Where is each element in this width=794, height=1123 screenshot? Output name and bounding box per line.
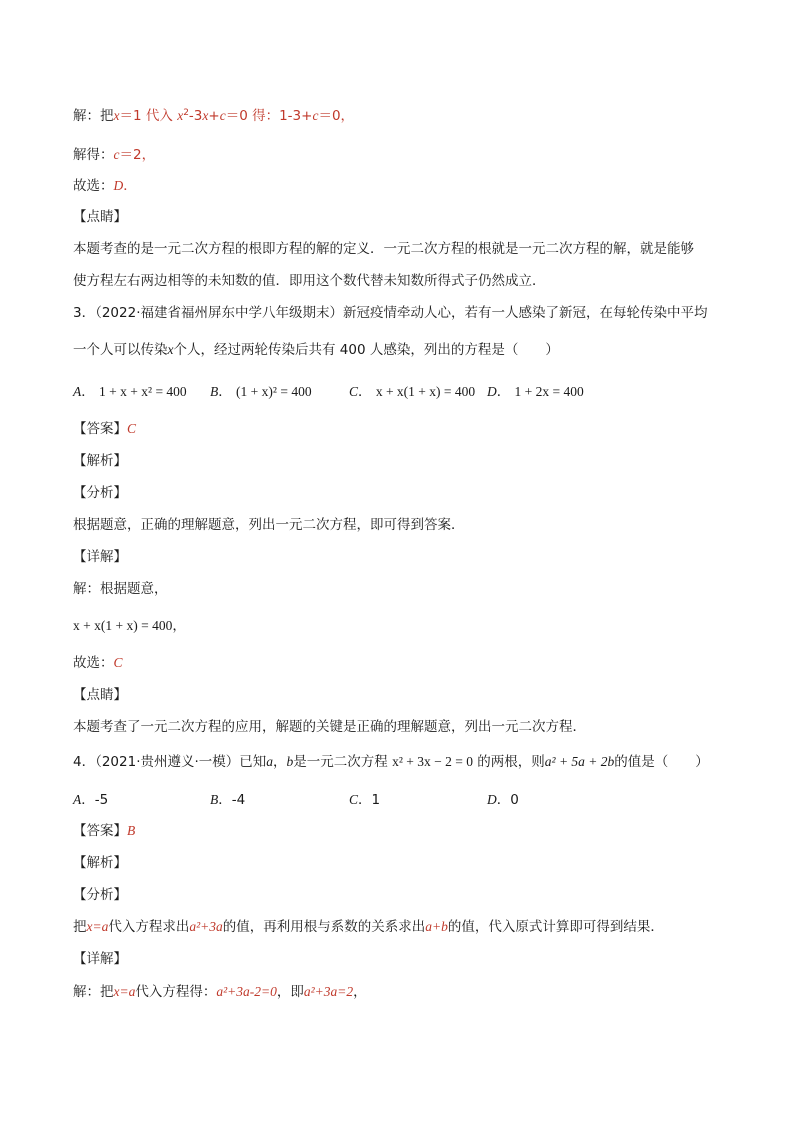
text: 代入方程得： — [135, 984, 217, 1000]
text: ． — [218, 792, 232, 808]
q4-option-d — [487, 791, 519, 809]
q2-comment-1: 本题考查的是一元二次方程的根即方程的解的定义．一元二次方程的根就是一元二次方程的解，就是能够 — [73, 241, 694, 257]
var-c: c — [113, 147, 120, 162]
text: ＝0 得：1-3+ — [225, 108, 313, 124]
q3-xiangjie-heading: 【详解】 — [73, 549, 127, 565]
q3-stem-1: 3．（2022·福建省福州屏东中学八年级期末）新冠疫情牵动人心，若有一人感染了新冠，在每轮传染中平均 — [73, 305, 708, 321]
var-a: a — [266, 754, 274, 769]
text: ． — [496, 384, 511, 400]
text: 代入方程求出 — [108, 919, 190, 935]
q3-detail-equation: x + x(1 + x) = 400， — [73, 618, 186, 633]
answer-letter: C — [127, 421, 137, 436]
expression: a² + 5a + 2b — [544, 754, 615, 769]
var-x: x — [167, 342, 174, 357]
option-letter: B — [210, 384, 219, 399]
equation: a²+3a=2 — [303, 984, 354, 999]
var-x: x — [202, 108, 209, 123]
text: 【答案】 — [73, 421, 127, 437]
text: -3 — [188, 108, 203, 124]
q3-analysis: 根据题意，正确的理解题意，列出一元二次方程，即可得到答案． — [73, 517, 465, 533]
text: ． — [81, 792, 95, 808]
q4-fenxi-heading: 【分析】 — [73, 887, 127, 903]
q2-choose-line — [73, 177, 137, 195]
option-letter: D — [487, 792, 497, 807]
q3-answer-line — [73, 420, 136, 438]
var-c: c — [312, 108, 319, 123]
option-text: -4 — [231, 792, 246, 808]
text: 是一元二次方程 — [293, 754, 388, 770]
q2-solution-line: 解：把x＝1 代入 $x^2-3x+c=0$ 得：1-3+c＝0， — [73, 108, 355, 124]
option-text: 1 + 2x = 400 — [514, 384, 584, 399]
equation: a²+3a-2=0 — [216, 984, 277, 999]
text: ＝2， — [119, 147, 156, 163]
text: ． — [123, 178, 137, 194]
text: ． — [358, 384, 372, 400]
var-c: c — [219, 108, 226, 123]
text: 把 — [73, 919, 87, 935]
text: 4．（2021·贵州遵义·一模）已知 — [73, 754, 267, 770]
text: 的值是（ ） — [614, 754, 709, 770]
text: 一个人可以传染 — [73, 342, 168, 358]
option-text: x + x(1 + x) = 400 — [375, 384, 476, 399]
text: ． — [496, 792, 511, 808]
q4-detail-line — [73, 983, 367, 1001]
option-letter: A — [73, 792, 82, 807]
text: ． — [218, 384, 232, 400]
text: 个人，经过两轮传染后共有 400 人感染，列出的方程是（ ） — [173, 342, 559, 358]
answer-letter: D — [113, 178, 124, 193]
q4-option-a — [73, 791, 108, 809]
text: ＝1 代入 — [119, 108, 173, 124]
expression: a+b — [425, 919, 448, 934]
q4-xiangjie-heading: 【详解】 — [73, 951, 127, 967]
answer-letter: C — [113, 655, 123, 670]
text: 的两根，则 — [477, 754, 545, 770]
q2-dianjing-heading: 【点睛】 — [73, 209, 127, 225]
option-letter: B — [210, 792, 219, 807]
q3-option-b — [210, 383, 312, 401]
text: 解：把 — [73, 108, 114, 124]
q4-answer-line — [73, 822, 135, 840]
q3-jiexi-heading: 【解析】 — [73, 453, 127, 469]
text: 【答案】 — [73, 823, 127, 839]
q3-stem-2 — [73, 341, 559, 359]
q4-analysis — [73, 918, 664, 936]
text: 解得： — [73, 147, 114, 163]
expression: x=a — [86, 919, 109, 934]
option-text: 0 — [510, 792, 519, 808]
var-x: x — [113, 108, 120, 123]
q3-choose-line — [73, 654, 123, 672]
text: 的值，再利用根与系数的关系求出 — [222, 919, 426, 935]
option-text: (1 + x)² = 400 — [236, 384, 312, 399]
q3-option-c — [349, 383, 475, 401]
q2-solve-line — [73, 146, 155, 164]
text: 故选： — [73, 655, 114, 671]
q4-option-c — [349, 791, 380, 809]
equation: x² + 3x − 2 = 0 — [392, 754, 473, 769]
text: ， — [273, 754, 287, 770]
text: ． — [358, 792, 372, 808]
text: ， — [353, 984, 367, 1000]
answer-letter: B — [127, 823, 136, 838]
text: 解：把 — [73, 984, 114, 1000]
text: 的值，代入原式计算即可得到结果． — [447, 919, 664, 935]
q3-comment: 本题考查了一元二次方程的应用，解题的关键是正确的理解题意，列出一元二次方程． — [73, 719, 586, 735]
var-x: x — [177, 108, 184, 123]
expression: x=a — [113, 984, 136, 999]
q4-option-b — [210, 791, 245, 809]
q2-comment-2: 使方程左右两边相等的未知数的值．即用这个数代替未知数所得式子仍然成立． — [73, 273, 546, 289]
text: ＝0， — [318, 108, 355, 124]
q3-detail-1: 解：根据题意， — [73, 581, 168, 597]
text: + — [208, 108, 220, 124]
option-text: -5 — [94, 792, 109, 808]
option-text: 1 + x + x² = 400 — [99, 384, 187, 399]
option-letter: C — [349, 792, 359, 807]
expression: a²+3a — [189, 919, 223, 934]
option-letter: A — [73, 384, 82, 399]
text: 故选： — [73, 178, 114, 194]
q4-jiexi-heading: 【解析】 — [73, 855, 127, 871]
option-letter: D — [487, 384, 497, 399]
q3-option-a — [73, 383, 187, 401]
option-text: 1 — [371, 792, 381, 808]
option-letter: C — [349, 384, 359, 399]
q4-stem — [73, 753, 709, 771]
q3-dianjing-heading: 【点睛】 — [73, 687, 127, 703]
q3-option-d — [487, 383, 584, 401]
text: ． — [81, 384, 95, 400]
var-b: b — [286, 754, 294, 769]
text: ，即 — [276, 984, 304, 1000]
q3-fenxi-heading: 【分析】 — [73, 485, 127, 501]
